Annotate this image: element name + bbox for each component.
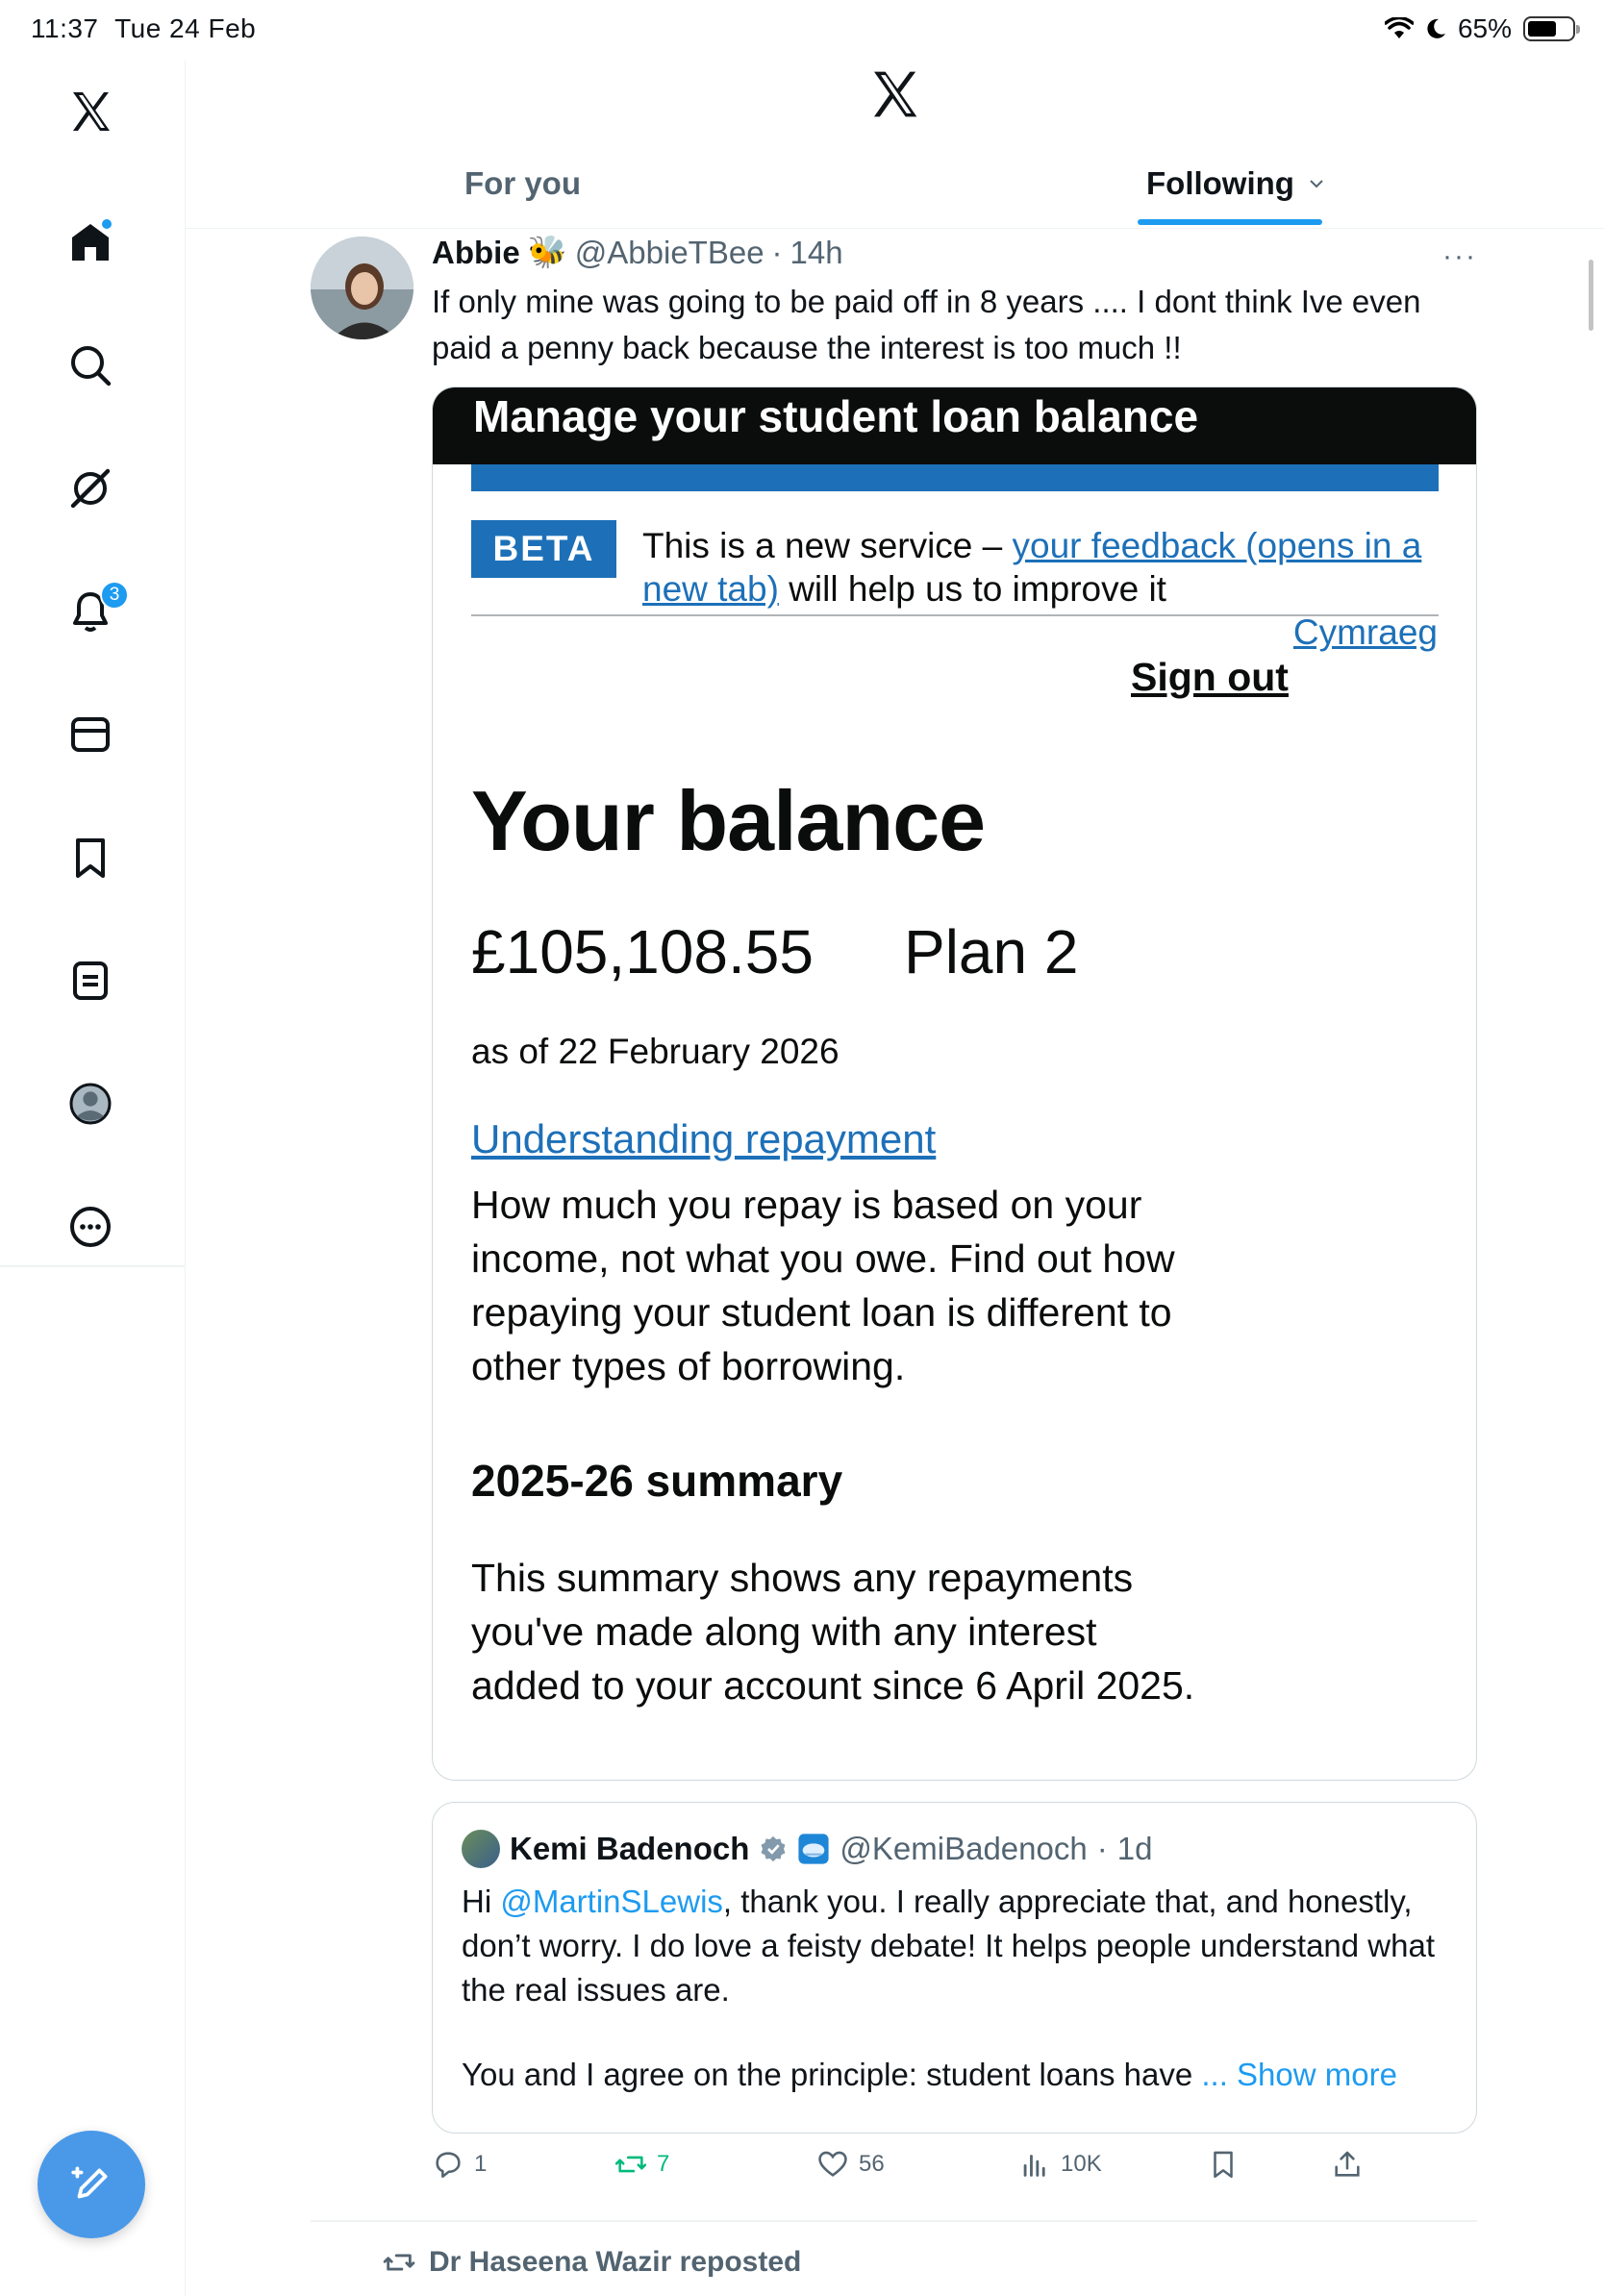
- repost-count: 7: [657, 2151, 670, 2177]
- author-handle[interactable]: @AbbieTBee: [574, 234, 764, 270]
- reply-icon: [432, 2148, 464, 2181]
- status-time: [31, 13, 256, 44]
- media-blue-bar: [471, 464, 1439, 491]
- timeline-tabs: [186, 144, 1604, 229]
- verified-badge-icon: [759, 1834, 788, 1863]
- quoted-tweet-header: [462, 1830, 1152, 1868]
- balance-amount: £105,108.55: [471, 917, 814, 986]
- quoted-tweet-text: [462, 1880, 1452, 2012]
- share-icon: [1331, 2148, 1364, 2181]
- grok-icon[interactable]: [63, 462, 117, 515]
- like-button[interactable]: [816, 2148, 885, 2181]
- quoted-text-prefix: Hi: [462, 1884, 501, 1919]
- quoted-time: 1d: [1116, 1831, 1153, 1866]
- more-icon[interactable]: [63, 1200, 117, 1254]
- loan-plan: Plan 2: [904, 917, 1079, 986]
- phase-prefix: This is a new service –: [642, 526, 1013, 565]
- reply-count: 1: [474, 2151, 488, 2177]
- repost-icon: [614, 2148, 647, 2181]
- quoted-truncated-text: You and I agree on the principle: student loans have: [462, 2057, 1202, 2092]
- chevron-down-icon: [1308, 178, 1325, 189]
- quoted-author-avatar: [462, 1830, 500, 1868]
- heart-icon: [816, 2148, 849, 2181]
- search-icon[interactable]: [63, 338, 117, 392]
- media-banner-title: Manage your student loan balance: [473, 391, 1199, 441]
- active-tab-indicator: [1138, 219, 1322, 225]
- views-button[interactable]: [1018, 2148, 1102, 2181]
- tab-following[interactable]: [1146, 165, 1325, 202]
- profile-icon[interactable]: [63, 1077, 117, 1131]
- sidebar-nav: [0, 60, 186, 2296]
- reply-button[interactable]: [432, 2148, 487, 2181]
- sign-out-link: Sign out: [1131, 655, 1289, 699]
- repost-icon: [383, 2246, 415, 2279]
- battery-level: [1528, 21, 1556, 37]
- quoted-tweet[interactable]: [432, 1802, 1477, 2134]
- status-indicators: [1385, 13, 1575, 44]
- notifications-badge: 3: [100, 581, 129, 610]
- bee-emoji: 🐝: [527, 234, 567, 269]
- compose-post-button[interactable]: [38, 2131, 145, 2238]
- mention-link[interactable]: @MartinSLewis: [500, 1884, 723, 1919]
- phase-suffix: will help us to improve it: [778, 569, 1166, 609]
- balance-date: as of 22 February 2026: [471, 1032, 840, 1071]
- feedback-link: your feedback (opens in a new tab): [642, 526, 1422, 609]
- tweet-more-button[interactable]: ···: [1442, 240, 1477, 272]
- notifications-icon[interactable]: [63, 585, 120, 638]
- reposted-indicator[interactable]: [383, 2246, 801, 2279]
- summary-text: This summary shows any repayments you've made along with any interest added to your account since 6 April 2025.: [471, 1556, 1195, 1708]
- compose-icon: [67, 2160, 115, 2209]
- author-name[interactable]: Abbie: [432, 234, 520, 270]
- scrollbar[interactable]: [1589, 260, 1593, 331]
- moon-icon: [1425, 17, 1446, 40]
- quoted-author-name: Kemi Badenoch: [510, 1831, 750, 1866]
- home-new-dot: [100, 217, 113, 231]
- quoted-separator: ·: [1096, 1831, 1108, 1866]
- header-x-logo-icon[interactable]: [865, 67, 923, 121]
- balance-heading: Your balance: [471, 773, 986, 868]
- status-bar: [0, 0, 1604, 60]
- beta-tag: BETA: [471, 520, 616, 578]
- home-icon[interactable]: [63, 215, 117, 269]
- views-icon: [1018, 2148, 1051, 2181]
- media-banner: [433, 387, 1477, 464]
- views-count: 10K: [1061, 2151, 1102, 2177]
- bookmarks-icon[interactable]: [63, 831, 117, 885]
- understanding-repayment-link: Understanding repayment: [471, 1116, 937, 1161]
- tweet-text: If only mine was going to be paid off in 8 years .... I dont think Ive even paid a penny back because the interest is too much !!: [432, 284, 1421, 365]
- tweet-divider: [311, 2220, 1477, 2222]
- share-button[interactable]: [1331, 2148, 1364, 2181]
- repost-button[interactable]: [614, 2148, 669, 2181]
- like-count: 56: [859, 2151, 885, 2177]
- bookmark-button[interactable]: [1207, 2148, 1240, 2181]
- bookmark-icon: [1207, 2148, 1240, 2181]
- quoted-truncated-line: [462, 2057, 1397, 2093]
- government-affiliation-icon: [797, 1833, 830, 1865]
- tab-for-you[interactable]: For you: [464, 165, 581, 201]
- clock-date: Tue 24 Feb: [114, 13, 257, 43]
- tweet-media-image[interactable]: [432, 387, 1477, 1781]
- rail-divider: [0, 1265, 186, 1267]
- tweet-header: [432, 234, 843, 271]
- x-logo-icon[interactable]: [63, 85, 117, 138]
- wifi-icon: [1385, 17, 1414, 40]
- lists-icon[interactable]: [63, 954, 117, 1008]
- phase-banner-text: [642, 524, 1450, 611]
- cymraeg-link: Cymraeg: [1292, 612, 1438, 652]
- tab-following-label: Following: [1146, 165, 1294, 201]
- battery-icon: [1523, 16, 1575, 41]
- quoted-text-body: , thank you. I really appreciate that, and honestly, don’t worry. I do love a feisty debate! It helps people understand what the real issues are.: [462, 1884, 1436, 2008]
- author-avatar[interactable]: [311, 237, 414, 339]
- reposted-by-text: Dr Haseena Wazir reposted: [429, 2246, 802, 2278]
- tweet-action-bar: [432, 2148, 1477, 2196]
- tweet-time[interactable]: 14h: [789, 234, 843, 270]
- show-more-link[interactable]: ... Show more: [1201, 2057, 1397, 2092]
- battery-percent: 65%: [1457, 13, 1512, 43]
- quoted-author-handle: @KemiBadenoch: [840, 1831, 1088, 1866]
- summary-heading: 2025-26 summary: [471, 1456, 843, 1506]
- repayment-text: How much you repay is based on your income, not what you owe. Find out how repaying your student loan is different to other types of borrowing.: [471, 1183, 1175, 1388]
- header-separator: ·: [771, 234, 783, 270]
- clock-time: 11:37: [31, 13, 99, 43]
- messages-icon[interactable]: [63, 708, 117, 761]
